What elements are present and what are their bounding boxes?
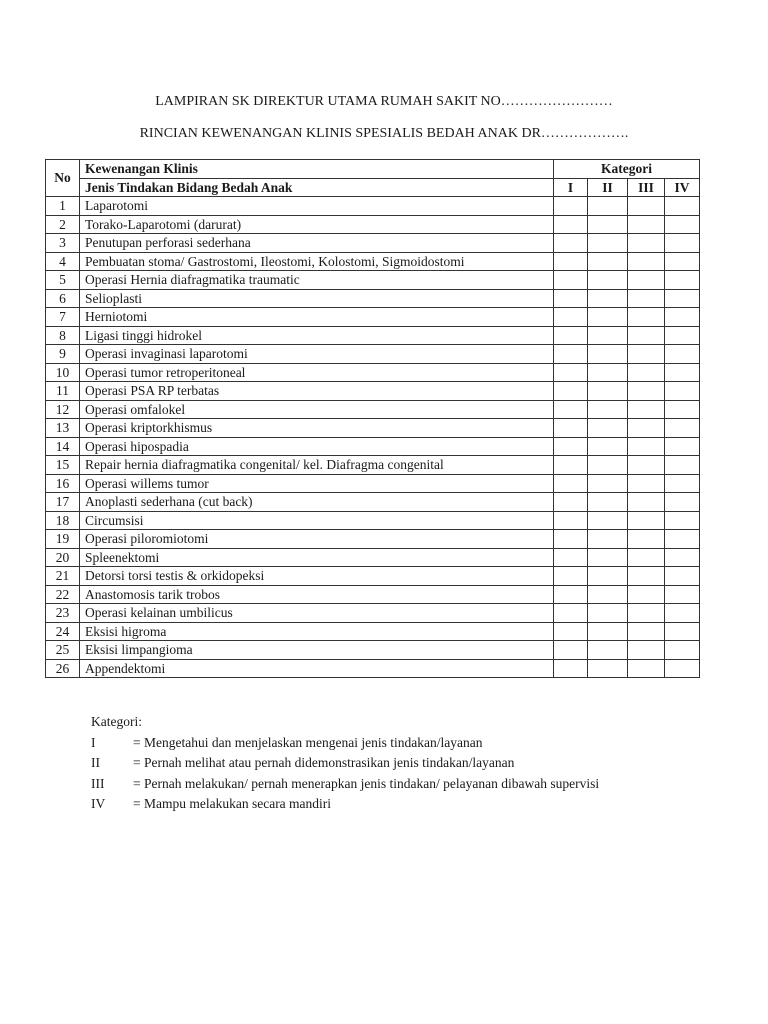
table-row — [46, 511, 700, 530]
category-cell-i[interactable] — [554, 659, 588, 678]
table-row — [46, 585, 700, 604]
procedure-label: Operasi piloromiotomi — [80, 530, 554, 549]
category-cell-iv[interactable] — [665, 530, 700, 549]
row-number: 26 — [46, 659, 80, 678]
row-number: 10 — [46, 363, 80, 382]
procedure-label: Operasi omfalokel — [80, 400, 554, 419]
table-row — [46, 234, 700, 253]
table-row — [46, 326, 700, 345]
category-cell-ii[interactable] — [588, 474, 628, 493]
procedure-label: Selioplasti — [80, 289, 554, 308]
table-row — [46, 419, 700, 438]
category-cell-iii[interactable] — [628, 382, 665, 401]
table-row — [46, 363, 700, 382]
category-cell-iv[interactable] — [665, 345, 700, 364]
category-cell-i[interactable] — [554, 548, 588, 567]
row-number: 13 — [46, 419, 80, 438]
table-row — [46, 252, 700, 271]
header-kategori: Kategori — [554, 160, 700, 179]
category-cell-i[interactable] — [554, 289, 588, 308]
category-cell-i[interactable] — [554, 234, 588, 253]
row-number: 21 — [46, 567, 80, 586]
table-row — [46, 604, 700, 623]
category-cell-iv[interactable] — [665, 585, 700, 604]
table-row — [46, 474, 700, 493]
category-cell-i[interactable] — [554, 604, 588, 623]
row-number: 4 — [46, 252, 80, 271]
category-cell-iii[interactable] — [628, 493, 665, 512]
table-row — [46, 215, 700, 234]
category-cell-i[interactable] — [554, 197, 588, 216]
category-legend — [91, 712, 599, 815]
category-cell-iii[interactable] — [628, 585, 665, 604]
procedure-label: Operasi tumor retroperitoneal — [80, 363, 554, 382]
category-cell-iv[interactable] — [665, 271, 700, 290]
procedure-label: Operasi hipospadia — [80, 437, 554, 456]
category-cell-iii[interactable] — [628, 215, 665, 234]
category-cell-iv[interactable] — [665, 234, 700, 253]
procedure-label: Operasi kelainan umbilicus — [80, 604, 554, 623]
header-jenis-tindakan: Jenis Tindakan Bidang Bedah Anak — [80, 178, 554, 197]
category-cell-i[interactable] — [554, 252, 588, 271]
category-cell-iv[interactable] — [665, 456, 700, 475]
category-cell-iii[interactable] — [628, 252, 665, 271]
header-cat-iv: IV — [665, 178, 700, 197]
category-cell-i[interactable] — [554, 585, 588, 604]
category-cell-ii[interactable] — [588, 641, 628, 660]
category-cell-iii[interactable] — [628, 234, 665, 253]
row-number: 19 — [46, 530, 80, 549]
category-cell-i[interactable] — [554, 474, 588, 493]
row-number: 25 — [46, 641, 80, 660]
category-cell-iii[interactable] — [628, 567, 665, 586]
category-cell-iii[interactable] — [628, 604, 665, 623]
category-cell-i[interactable] — [554, 567, 588, 586]
category-cell-ii[interactable] — [588, 308, 628, 327]
procedure-label: Detorsi torsi testis & orkidopeksi — [80, 567, 554, 586]
header-cat-i: I — [554, 178, 588, 197]
category-cell-iii[interactable] — [628, 271, 665, 290]
category-cell-ii[interactable] — [588, 345, 628, 364]
table-row — [46, 641, 700, 660]
table-row — [46, 437, 700, 456]
row-number: 15 — [46, 456, 80, 475]
row-number: 9 — [46, 345, 80, 364]
procedure-label: Repair hernia diafragmatika congenital/ kel. Diafragma congenital — [80, 456, 554, 475]
table-row — [46, 493, 700, 512]
category-cell-i[interactable] — [554, 363, 588, 382]
row-number: 3 — [46, 234, 80, 253]
table-row — [46, 456, 700, 475]
table-row — [46, 548, 700, 567]
row-number: 14 — [46, 437, 80, 456]
row-number: 22 — [46, 585, 80, 604]
category-cell-iii[interactable] — [628, 308, 665, 327]
category-cell-iv[interactable] — [665, 382, 700, 401]
category-cell-i[interactable] — [554, 437, 588, 456]
category-cell-iv[interactable] — [665, 604, 700, 623]
category-cell-ii[interactable] — [588, 271, 628, 290]
category-cell-i[interactable] — [554, 215, 588, 234]
table-row — [46, 622, 700, 641]
category-cell-iii[interactable] — [628, 419, 665, 438]
row-number: 1 — [46, 197, 80, 216]
table-row — [46, 659, 700, 678]
category-cell-iv[interactable] — [665, 215, 700, 234]
header-kewenangan: Kewenangan Klinis — [80, 160, 554, 179]
category-cell-iii[interactable] — [628, 548, 665, 567]
category-cell-i[interactable] — [554, 622, 588, 641]
category-cell-i[interactable] — [554, 511, 588, 530]
category-cell-i[interactable] — [554, 345, 588, 364]
category-cell-ii[interactable] — [588, 548, 628, 567]
header-cat-iii: III — [628, 178, 665, 197]
category-cell-i[interactable] — [554, 456, 588, 475]
table-row — [46, 345, 700, 364]
category-cell-i[interactable] — [554, 271, 588, 290]
legend-title: Kategori: — [91, 714, 142, 729]
category-cell-ii[interactable] — [588, 400, 628, 419]
category-cell-ii[interactable] — [588, 456, 628, 475]
table-row — [46, 271, 700, 290]
table-row — [46, 400, 700, 419]
row-number: 11 — [46, 382, 80, 401]
row-number: 8 — [46, 326, 80, 345]
category-cell-ii[interactable] — [588, 493, 628, 512]
category-cell-ii[interactable] — [588, 197, 628, 216]
category-cell-iii[interactable] — [628, 659, 665, 678]
category-cell-iv[interactable] — [665, 437, 700, 456]
category-cell-ii[interactable] — [588, 363, 628, 382]
procedure-label: Anastomosis tarik trobos — [80, 585, 554, 604]
document-title: LAMPIRAN SK DIREKTUR UTAMA RUMAH SAKIT NO…………………… — [155, 94, 613, 109]
procedure-label: Anoplasti sederhana (cut back) — [80, 493, 554, 512]
category-cell-iv[interactable] — [665, 308, 700, 327]
row-number: 18 — [46, 511, 80, 530]
category-cell-ii[interactable] — [588, 659, 628, 678]
procedure-label: Operasi willems tumor — [80, 474, 554, 493]
legend-item: I = Mengetahui dan menjelaskan mengenai jenis tindakan/layanan — [91, 734, 483, 750]
category-cell-iii[interactable] — [628, 437, 665, 456]
table-row — [46, 197, 700, 216]
row-number: 12 — [46, 400, 80, 419]
category-cell-iv[interactable] — [665, 548, 700, 567]
category-cell-iv[interactable] — [665, 567, 700, 586]
category-cell-iv[interactable] — [665, 622, 700, 641]
procedure-label: Appendektomi — [80, 659, 554, 678]
category-cell-ii[interactable] — [588, 530, 628, 549]
row-number: 23 — [46, 604, 80, 623]
procedure-label: Circumsisi — [80, 511, 554, 530]
procedure-label: Eksisi limpangioma — [80, 641, 554, 660]
row-number: 16 — [46, 474, 80, 493]
table-row — [46, 382, 700, 401]
category-cell-iv[interactable] — [665, 326, 700, 345]
category-cell-ii[interactable] — [588, 437, 628, 456]
header-no: No — [46, 160, 80, 197]
category-cell-ii[interactable] — [588, 604, 628, 623]
category-cell-ii[interactable] — [588, 511, 628, 530]
category-cell-ii[interactable] — [588, 252, 628, 271]
category-cell-iv[interactable] — [665, 197, 700, 216]
category-cell-iv[interactable] — [665, 400, 700, 419]
table-row — [46, 308, 700, 327]
category-cell-ii[interactable] — [588, 234, 628, 253]
category-cell-ii[interactable] — [588, 326, 628, 345]
category-cell-iii[interactable] — [628, 197, 665, 216]
row-number: 2 — [46, 215, 80, 234]
row-number: 20 — [46, 548, 80, 567]
table-row — [46, 289, 700, 308]
category-cell-iv[interactable] — [665, 252, 700, 271]
category-cell-iii[interactable] — [628, 530, 665, 549]
category-cell-iii[interactable] — [628, 622, 665, 641]
category-cell-ii[interactable] — [588, 289, 628, 308]
legend-item: IV = Mampu melakukan secara mandiri — [91, 796, 332, 811]
category-cell-iii[interactable] — [628, 456, 665, 475]
procedure-label: Laparotomi — [80, 197, 554, 216]
procedure-label: Operasi invaginasi laparotomi — [80, 345, 554, 364]
row-number: 6 — [46, 289, 80, 308]
row-number: 24 — [46, 622, 80, 641]
category-cell-iii[interactable] — [628, 474, 665, 493]
category-cell-i[interactable] — [554, 641, 588, 660]
procedure-label: Herniotomi — [80, 308, 554, 327]
legend-item: II = Pernah melihat atau pernah didemonstrasikan jenis tindakan/layanan — [91, 755, 515, 770]
category-cell-iv[interactable] — [665, 511, 700, 530]
category-cell-iii[interactable] — [628, 345, 665, 364]
row-number: 17 — [46, 493, 80, 512]
category-cell-iii[interactable] — [628, 289, 665, 308]
table-row — [46, 567, 700, 586]
legend-item: III = Pernah melakukan/ pernah menerapkan jenis tindakan/ pelayanan dibawah supervisi — [91, 775, 600, 791]
category-cell-i[interactable] — [554, 308, 588, 327]
category-cell-iv[interactable] — [665, 419, 700, 438]
procedure-label: Pembuatan stoma/ Gastrostomi, Ileostomi, Kolostomi, Sigmoidostomi — [80, 252, 554, 271]
category-cell-ii[interactable] — [588, 567, 628, 586]
procedure-label: Torako-Laparotomi (darurat) — [80, 215, 554, 234]
procedure-label: Spleenektomi — [80, 548, 554, 567]
header-cat-ii: II — [588, 178, 628, 197]
row-number: 7 — [46, 308, 80, 327]
category-cell-ii[interactable] — [588, 382, 628, 401]
category-cell-ii[interactable] — [588, 585, 628, 604]
procedure-label: Eksisi higroma — [80, 622, 554, 641]
category-cell-i[interactable] — [554, 400, 588, 419]
category-cell-ii[interactable] — [588, 215, 628, 234]
procedure-label: Penutupan perforasi sederhana — [80, 234, 554, 253]
clinical-authority-table — [45, 159, 700, 678]
category-cell-iii[interactable] — [628, 641, 665, 660]
category-cell-iv[interactable] — [665, 493, 700, 512]
category-cell-iv[interactable] — [665, 659, 700, 678]
category-cell-iv[interactable] — [665, 363, 700, 382]
category-cell-ii[interactable] — [588, 622, 628, 641]
category-cell-iv[interactable] — [665, 474, 700, 493]
category-cell-i[interactable] — [554, 326, 588, 345]
category-cell-iii[interactable] — [628, 326, 665, 345]
category-cell-iv[interactable] — [665, 641, 700, 660]
category-cell-i[interactable] — [554, 493, 588, 512]
procedure-label: Operasi Hernia diafragmatika traumatic — [80, 271, 554, 290]
category-cell-iii[interactable] — [628, 511, 665, 530]
category-cell-iii[interactable] — [628, 400, 665, 419]
category-cell-iv[interactable] — [665, 289, 700, 308]
procedure-label: Operasi PSA RP terbatas — [80, 382, 554, 401]
category-cell-i[interactable] — [554, 382, 588, 401]
document-subtitle: RINCIAN KEWENANGAN KLINIS SPESIALIS BEDAH ANAK DR………………. — [139, 126, 629, 141]
category-cell-iii[interactable] — [628, 363, 665, 382]
table-row — [46, 530, 700, 549]
row-number: 5 — [46, 271, 80, 290]
category-cell-i[interactable] — [554, 419, 588, 438]
category-cell-i[interactable] — [554, 530, 588, 549]
procedure-label: Ligasi tinggi hidrokel — [80, 326, 554, 345]
category-cell-ii[interactable] — [588, 419, 628, 438]
procedure-label: Operasi kriptorkhismus — [80, 419, 554, 438]
